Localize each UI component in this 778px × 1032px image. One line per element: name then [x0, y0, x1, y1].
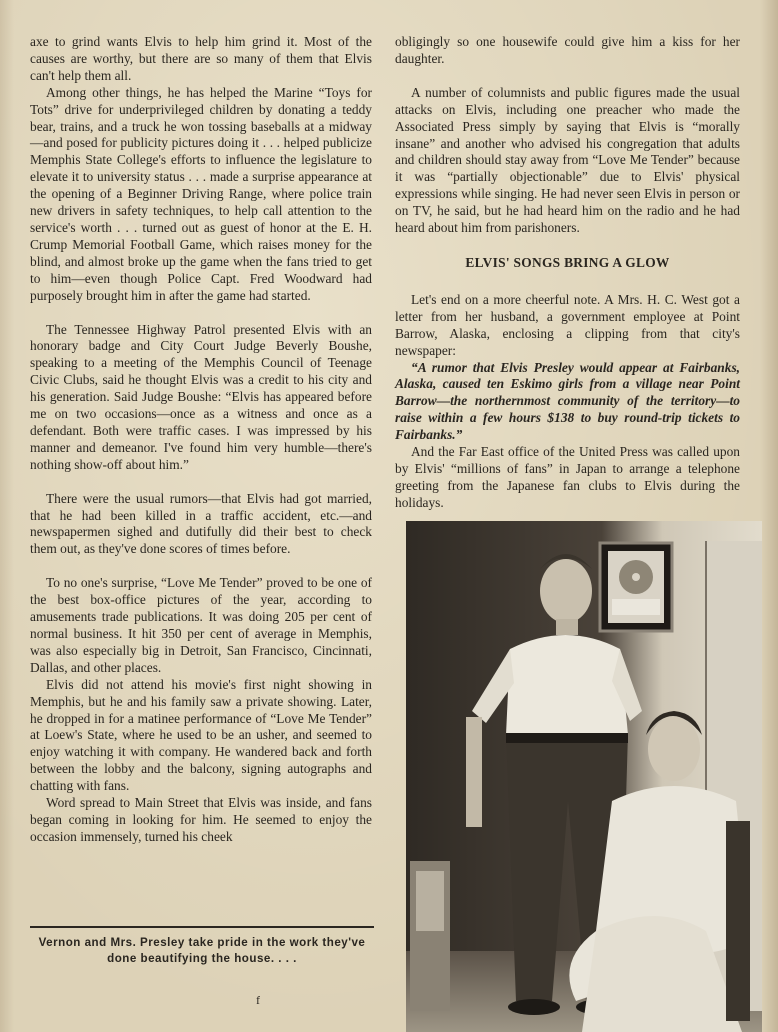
article-paragraph: Among other things, he has helped the Marine “Toys for Tots” drive for underprivileged children by donating a teddy bear, trains, and a truck he won tossing baseballs at a midway—and posed for publicity pictures doing it . . . helped publicize Memphis State College's efforts to influence the legislature to elevate it to university status . . . made a surprise appearance at the opening of a Beginner Driving Range, where police train new drivers in safety techniques, to help call attention to the service's worth . . . turned out as guest of honor at the E. H. Crump Memorial Football Game, which raises money for the blind, and almost broke up the game when the fans tried to get to him—even though Police Capt. Fred Woodward had purposely brought him in after the game had started. [30, 84, 372, 303]
right-column [395, 34, 740, 512]
article-paragraph: axe to grind wants Elvis to help him grind it. Most of the causes are worthy, but there are so many of them that Elvis can't help them all. [30, 34, 372, 83]
article-paragraph: obligingly so one housewife could give him a kiss for her daughter. [395, 34, 740, 66]
article-paragraph: Elvis did not attend his movie's first night showing in Memphis, but he and his family saw a private showing. Later, he dropped in for a matinee performance of “Love Me Tender” at Loew's State, where he used to be an usher, and seemed to enjoy watching it with company. He wandered back and forth between the lobby and the balcony, signing autographs and chatting with fans. [30, 676, 372, 794]
left-column [30, 34, 372, 846]
article-paragraph: Let's end on a more cheerful note. A Mrs. H. C. West got a letter from her husband, a government employee at Point Barrow, Alaska, enclosing a clipping from that city's newspaper: [395, 291, 740, 358]
caption-rule [30, 926, 374, 928]
article-paragraph: To no one's surprise, “Love Me Tender” proved to be one of the best box-office pictures of the year, according to amusements trade publications. It was doing 205 per cent of normal business. It hit 350 per cent of average in Memphis, was also especially big in Detroit, San Francisco, Cincinnati, Dallas, and other places. [30, 575, 372, 675]
article-paragraph: There were the usual rumors—that Elvis had got married, that he had been killed in a traffic accident, etc.—and newspapermen sighed and dutifully did their best to check them out, as they've done scores of times before. [30, 490, 372, 557]
newspaper-quote: “A rumor that Elvis Presley would appear at Fairbanks, Alaska, caused ten Eskimo girls from a village near Point Barrow—the northernmost community of the territory—to raise within a few hours $138 to buy round-trip tickets to Fairbanks.” [395, 359, 740, 443]
page-mark: f [256, 993, 260, 1007]
article-paragraph: The Tennessee Highway Patrol presented Elvis with an honorary badge and City Court Judge Beverly Boushe, speaking to a meeting of the Memphis Council of Teenage Civic Clubs, said he thought Elvis was a credit to his city and his generation. Said Judge Boushe: “Elvis has appeared before me on two occasions—once as a witness and once as a defendant. Both were traffic cases. I was impressed by his manner and demeanor. I've found him very humble—there's nothing show-off about him.” [30, 321, 372, 472]
section-heading: ELVIS' SONGS BRING A GLOW [465, 254, 670, 270]
article-paragraph: Word spread to Main Street that Elvis was inside, and fans began coming in looking for him. He seemed to enjoy the occasion immensely, turned his cheek [30, 795, 372, 844]
article-paragraph: A number of columnists and public figures made the usual attacks on Elvis, including one preacher who made the Associated Press simply by saying that Elvis is “morally insane” and another who advised his congregation that adults and children should stay away from “Love Me Tender” because it was “partially objectionable” due to Elvis' physical expressions while singing. He had never seen Elvis in person or on TV, he said, but he had heard him on the radio and he had heard about him from parishoners. [395, 84, 740, 236]
article-paragraph: And the Far East office of the United Press was called upon by Elvis' “millions of fans” in Japan to arrange a telephone greeting from the Japanese fan clubs to Elvis during the holidays. [395, 444, 740, 510]
photo-caption: Vernon and Mrs. Presley take pride in the work they've done beautifying the house. . . . [38, 936, 366, 965]
presley-couple-photo [406, 521, 762, 1032]
